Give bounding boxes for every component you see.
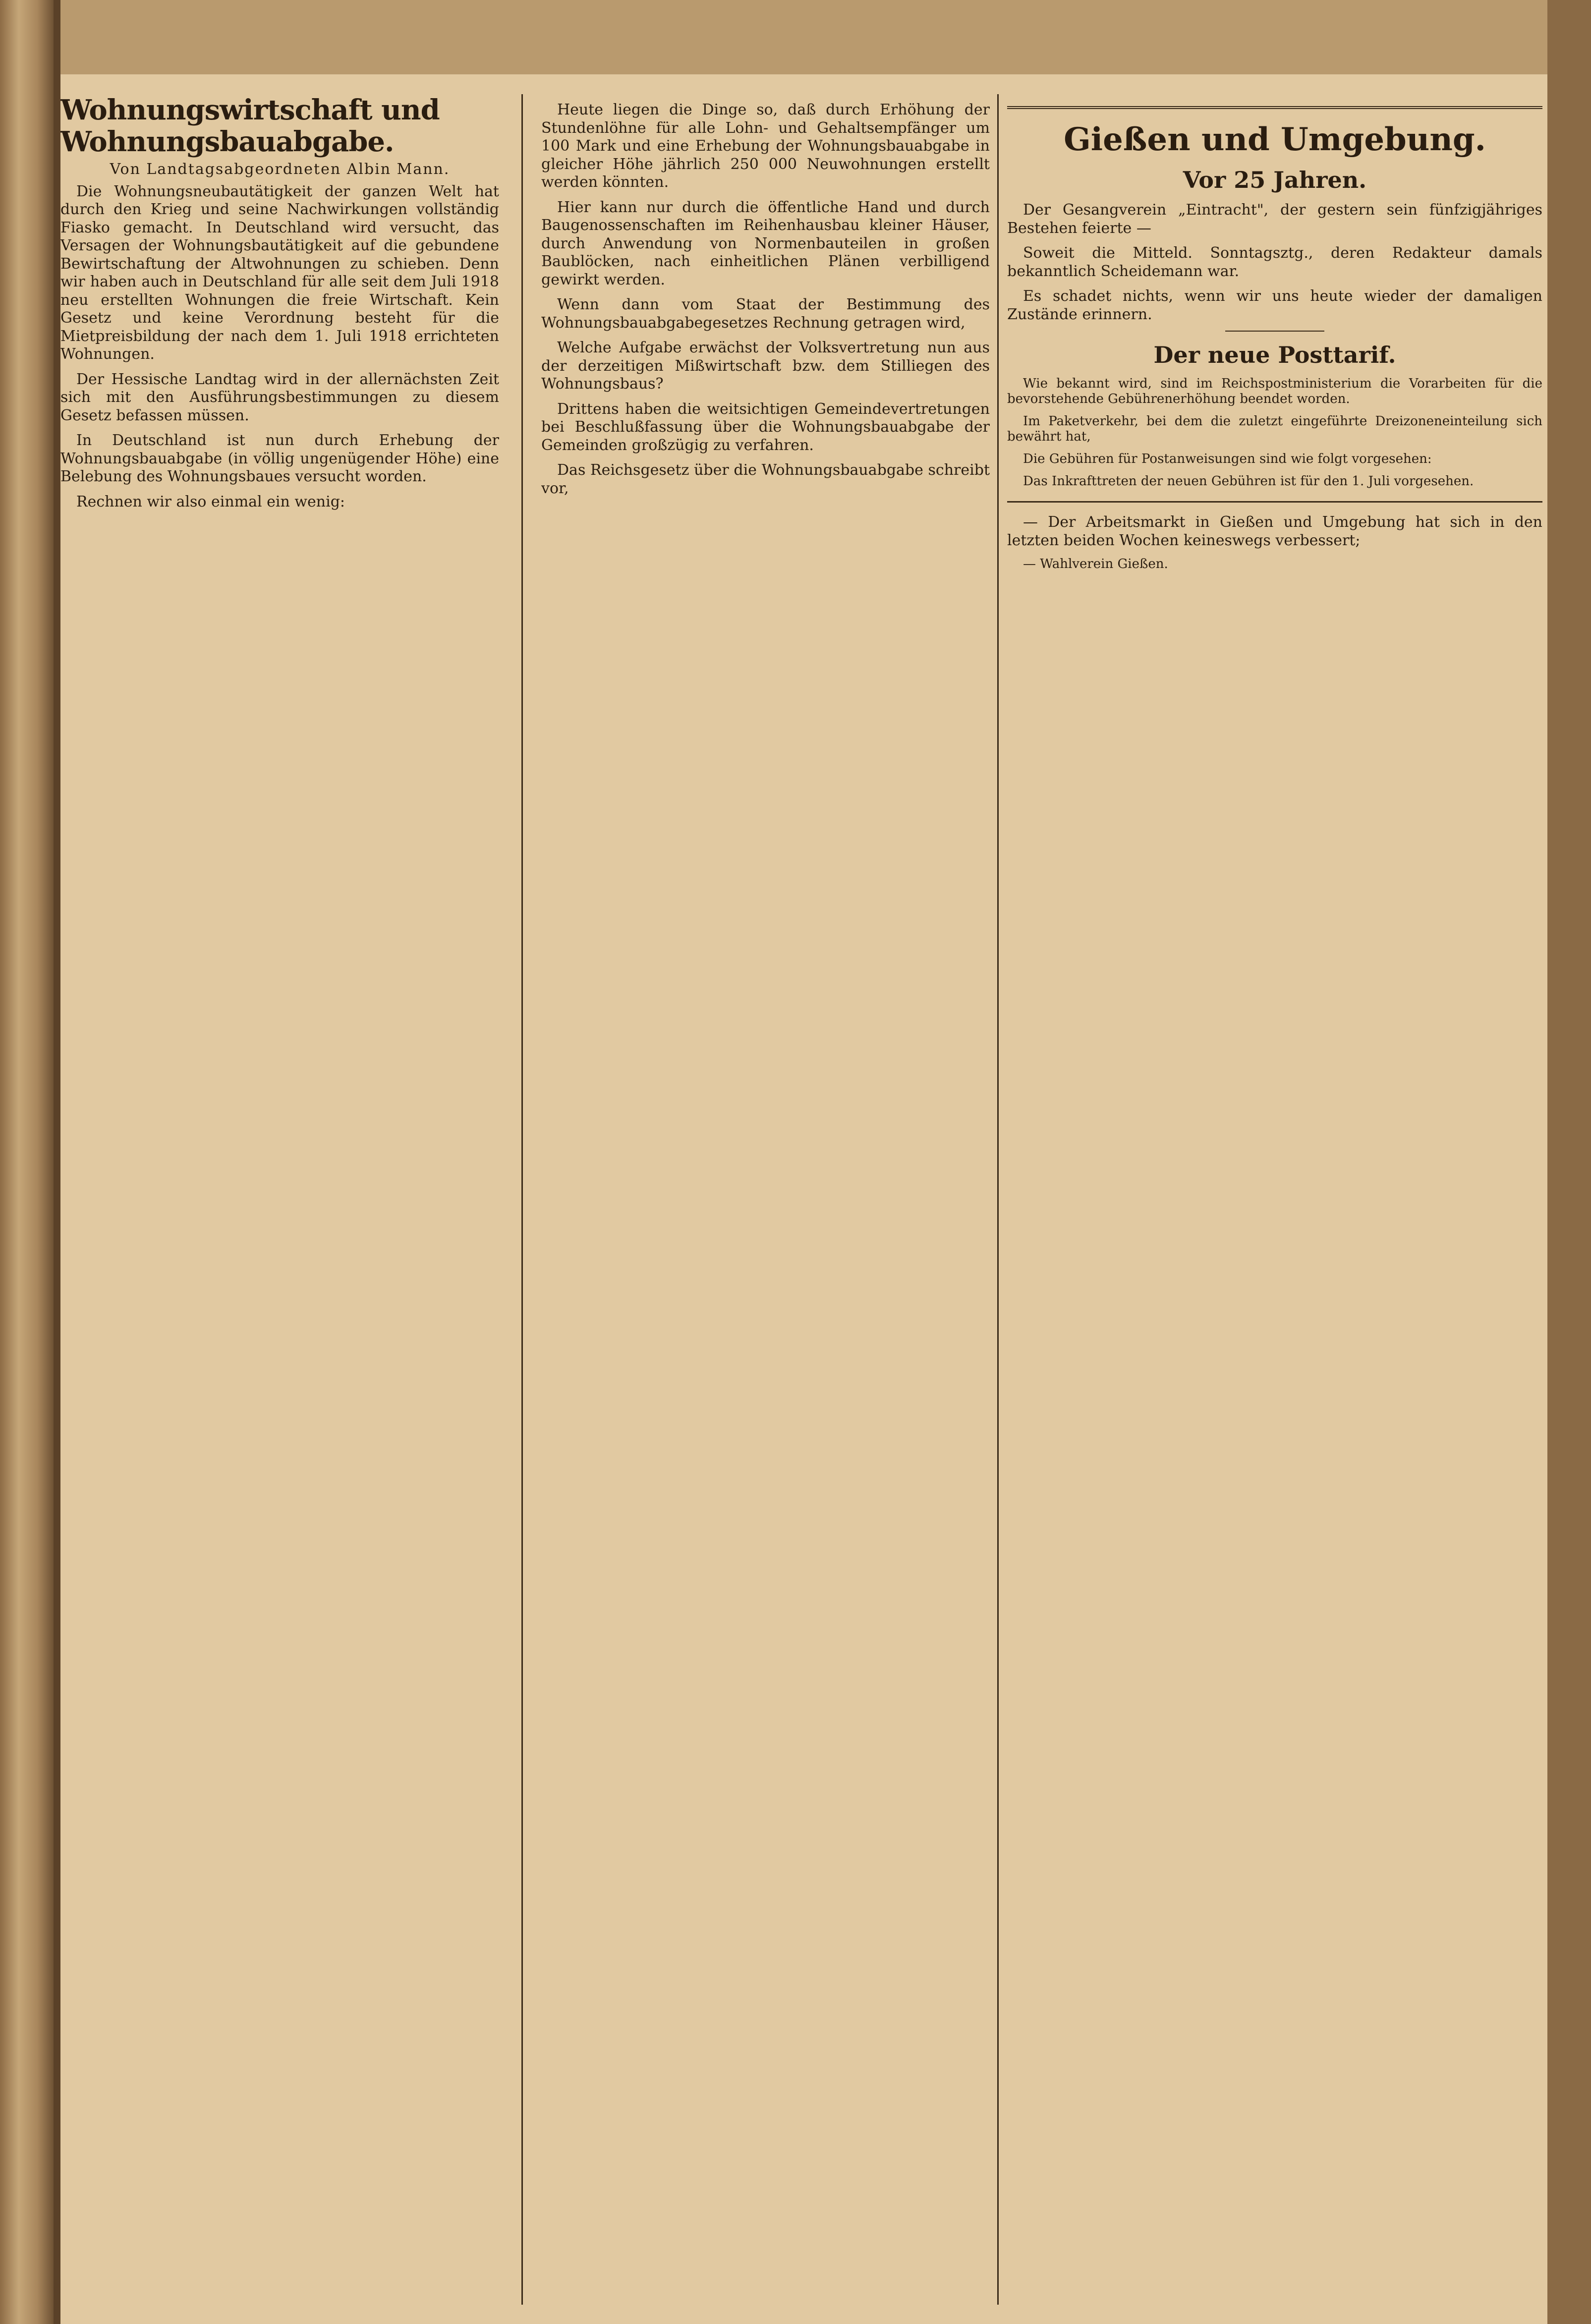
page-gutter-edge <box>54 0 60 2324</box>
divider <box>1225 331 1324 332</box>
paragraph: Drittens haben die weitsichtigen Gemeindevertretungen bei Beschlußfassung über die Wohnungsbauabgabe der Gemeinden großzügig zu verfahren. <box>541 400 990 454</box>
paragraph: Wenn dann vom Staat der Bestimmung des Wohnungsbauabgabegesetzes Rechnung getragen wird, <box>541 296 990 332</box>
subsection-title: Der neue Posttarif. <box>1153 341 1396 368</box>
column-rule <box>997 94 999 2305</box>
book-spine <box>0 0 54 2324</box>
paragraph: Im Paketverkehr, bei dem die zuletzt eingeführte Dreizoneneinteilung sich bewährt hat, <box>1007 414 1542 444</box>
paragraph: Hier kann nur durch die öffentliche Hand und durch Baugenossenschaften im Reihenhausbau kleiner Häuser, durch Anwendung von Normenbauteilen in großen Baublöcken, nach einheitlichen Plänen verbilligend gewirkt werden. <box>541 198 990 288</box>
paragraph: Rechnen wir also einmal ein wenig: <box>76 493 345 510</box>
paragraph: Wie bekannt wird, sind im Reichspostministerium die Vorarbeiten für die bevorstehende Gebührenerhöhung beendet worden. <box>1007 376 1542 406</box>
column-3 <box>1007 94 1542 2310</box>
paragraph: Die Gebühren für Postanweisungen sind wie folgt vorgesehen: <box>1023 452 1432 466</box>
paragraph: Soweit die Mitteld. Sonntagsztg., deren Redakteur damals bekanntlich Scheidemann war. <box>1007 244 1542 280</box>
right-page-edge <box>1547 0 1591 2324</box>
column-rule <box>521 94 523 2305</box>
paragraph: Es schadet nichts, wenn wir uns heute wieder der damaligen Zustände erinnern. <box>1007 287 1542 323</box>
paragraph: Der Gesangverein „Eintracht", der gestern sein fünfzigjähriges Bestehen feierte — <box>1007 201 1542 237</box>
paragraph: Der Hessische Landtag wird in der allernächsten Zeit sich mit den Ausführungsbestimmungen zu diesem Gesetz befassen müssen. <box>60 370 499 424</box>
article-title: Wohnungswirtschaft und Wohnungsbauabgabe. <box>60 94 440 158</box>
paragraph: — Wahlverein Gießen. <box>1023 557 1168 571</box>
paragraph: — Der Arbeitsmarkt in Gießen und Umgebung hat sich in den letzten beiden Wochen keineswegs verbessert; <box>1007 513 1542 549</box>
article-byline: Von Landtagsabgeordneten Albin Mann. <box>110 161 450 178</box>
paragraph: Heute liegen die Dinge so, daß durch Erhöhung der Stundenlöhne für alle Lohn- und Gehaltsempfänger um 100 Mark und eine Erhebung der Wohnungsbauabgabe in gleicher Höhe jährlich 250 000 Neuwohnungen erstellt werden könnten. <box>541 101 990 191</box>
column-2 <box>541 94 990 2310</box>
subsection-title: Vor 25 Jahren. <box>1183 167 1367 193</box>
paragraph: Das Inkrafttreten der neuen Gebühren ist für den 1. Juli vorgesehen. <box>1023 474 1474 489</box>
paragraph: In Deutschland ist nun durch Erhebung der Wohnungsbauabgabe (in völlig ungenügender Höhe) eine Belebung des Wohnungsbaues versucht worden. <box>60 432 499 485</box>
paragraph: Die Wohnungsneubautätigkeit der ganzen Welt hat durch den Krieg und seine Nachwirkungen vollständig Fiasko gemacht. In Deutschland wird versucht, das Versagen der Wohnungsbautätigkeit auf die gebundene Bewirtschaftung der Altwohnungen zu schieben. Denn wir haben auch in Deutschland für alle seit dem Juli 1918 neu erstellten Wohnungen die freie Wirtschaft. Kein Gesetz und keine Verordnung besteht für die Mietpreisbildung der nach dem 1. Juli 1918 errichteten Wohnungen. <box>60 182 499 363</box>
newspaper-page <box>60 74 1547 2324</box>
paragraph: Das Reichsgesetz über die Wohnungsbauabgabe schreibt vor, <box>541 461 990 497</box>
divider <box>1007 501 1542 503</box>
section-divider <box>1007 106 1542 109</box>
section-title: Gießen und Umgebung. <box>1064 121 1486 158</box>
column-1 <box>60 94 499 2310</box>
paragraph: Welche Aufgabe erwächst der Volksvertretung nun aus der derzeitigen Mißwirtschaft bzw. dem Stilliegen des Wohnungsbaus? <box>541 339 990 393</box>
